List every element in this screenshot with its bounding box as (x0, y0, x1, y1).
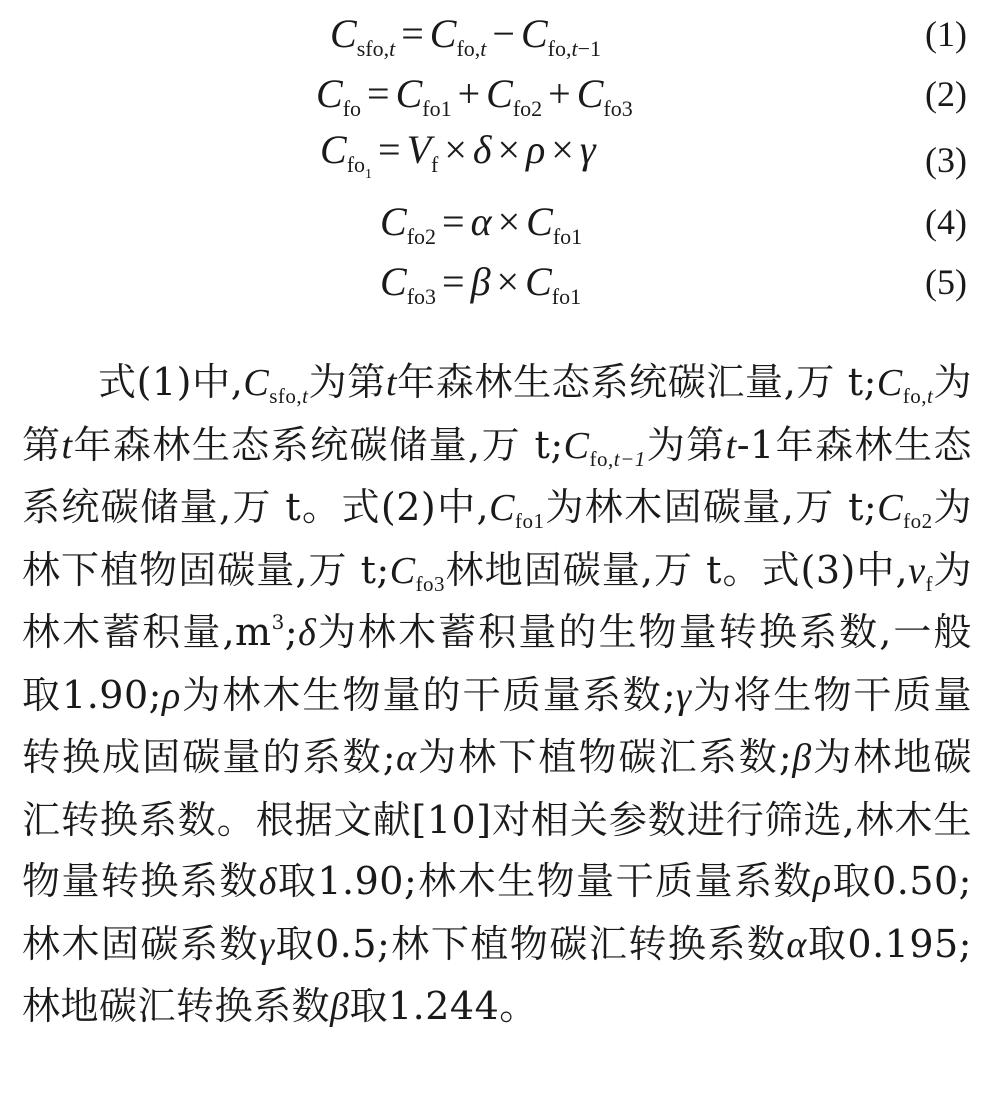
text-run: 取0.5;林下植物碳汇转换系数 (274, 921, 787, 966)
subscript-var: t (927, 384, 934, 408)
equation-3-body (320, 120, 596, 180)
subscript-var: t (302, 384, 309, 408)
equation-1 (0, 4, 995, 64)
subscript: fo3 (603, 96, 633, 121)
symbol-v: v (908, 549, 926, 592)
symbol-c: C (330, 11, 357, 56)
subscript: fo1 (514, 509, 545, 533)
text-run: 取1.90;林木生物量干质量系数 (276, 859, 813, 903)
equals-sign: = (367, 71, 390, 116)
subscript-text: sfo, (356, 36, 390, 61)
symbol-c: C (576, 71, 604, 116)
subscript (548, 36, 601, 61)
subscript (903, 384, 934, 408)
symbol-c: C (243, 362, 270, 404)
subscript (456, 36, 486, 61)
symbol-beta: β (470, 259, 491, 304)
equation-1-body (330, 4, 601, 64)
symbol-c: C (389, 549, 416, 592)
symbol-delta: δ (472, 127, 492, 172)
subscript-text: fo, (547, 36, 572, 61)
symbol-c: C (380, 259, 407, 304)
text-run: 为林木固碳量,万 t; (544, 485, 878, 529)
subscript: fo2 (406, 224, 437, 249)
symbol-beta: β (792, 737, 812, 779)
symbol-alpha: α (786, 923, 807, 966)
symbol-c: C (876, 362, 903, 404)
subscript: fo2 (903, 509, 933, 533)
symbol-beta: β (330, 986, 350, 1028)
equation-number: (1) (925, 14, 967, 54)
equation-3 (0, 124, 995, 184)
text-run: 林地固碳量,万 t。式(3)中, (445, 547, 909, 592)
text-run: 为林地碳汇转换系数。根据文献[10]对相关参数进行筛选,林木生物量转换系数 (22, 735, 972, 903)
times-sign: × (444, 127, 467, 172)
equation-4-body (380, 192, 582, 252)
subscript-text: fo, (902, 384, 927, 408)
subscript: f (431, 152, 439, 177)
subscript: f (925, 571, 933, 596)
times-sign: × (496, 259, 520, 304)
symbol-rho: ρ (526, 127, 546, 172)
subscript-var: t−1 (613, 446, 646, 471)
text-run: 年森林生态系统碳汇量,万 t; (397, 360, 877, 404)
subscript: fo1 (552, 224, 583, 249)
text-run: ; (284, 610, 299, 654)
times-sign: × (497, 199, 521, 244)
equals-sign: = (378, 127, 401, 172)
equation-5 (0, 252, 995, 312)
symbol-delta: δ (258, 861, 277, 903)
text-run: 为林木蓄积量的生物量转换系数,一般取1.90; (22, 610, 972, 717)
text-run: 为林下植物固碳量,万 t; (22, 485, 972, 592)
text-run: 取0.50;林木固碳系数 (22, 859, 972, 966)
symbol-rho: ρ (161, 674, 181, 717)
symbol-alpha: α (396, 737, 417, 779)
times-sign: × (551, 127, 574, 172)
equals-sign: = (442, 259, 465, 304)
symbol-alpha: α (470, 199, 492, 244)
subscript: fo3 (406, 284, 437, 309)
symbol-c: C (525, 259, 552, 304)
equation-5-body (380, 252, 581, 312)
subscript-text: fo, (589, 446, 614, 471)
subscript-tail: −1 (577, 36, 602, 61)
symbol-v: V (406, 127, 432, 172)
equals-sign: = (442, 199, 465, 244)
symbol-gamma: γ (579, 127, 596, 172)
subscript-var: t (571, 36, 578, 61)
equation-number: (2) (925, 74, 967, 114)
subscript (357, 36, 396, 61)
text-run: 为第 (645, 422, 726, 467)
text-run: 为第 (308, 360, 386, 404)
text-run: 为林下植物碳汇系数; (416, 735, 793, 779)
subscript-text: sfo, (269, 384, 303, 408)
text-run: 为将生物干质量转换成固碳量的系数; (22, 672, 972, 779)
symbol-c: C (429, 11, 457, 56)
symbol-rho: ρ (812, 861, 832, 903)
subscript-index: 1 (365, 167, 373, 182)
symbol-c: C (380, 199, 407, 244)
symbol-t: t (61, 424, 73, 467)
equation-2-body (316, 64, 633, 124)
subscript-text: fo (346, 152, 366, 177)
text-run: 为第 (22, 360, 972, 467)
subscript (269, 384, 308, 408)
symbol-gamma: γ (259, 923, 275, 966)
subscript-var: t (480, 36, 487, 61)
symbol-t: t (385, 362, 398, 404)
symbol-c: C (520, 11, 548, 56)
text-run: 年森林生态系统碳储量,万 t; (72, 422, 564, 467)
equation-number: (5) (925, 262, 967, 302)
equals-sign: = (401, 11, 424, 56)
subscript: fo1 (551, 284, 582, 309)
text-run: -1年森林生态系统碳储量,万 t。式(2)中, (22, 422, 972, 529)
text-run: 式(1)中, (98, 360, 244, 404)
symbol-delta: δ (298, 612, 317, 654)
equation-2 (0, 64, 995, 124)
symbol-c: C (526, 199, 553, 244)
symbol-gamma: γ (676, 674, 692, 717)
subscript: fo2 (512, 96, 543, 121)
symbol-c: C (563, 424, 590, 467)
equation-number: (4) (925, 202, 967, 242)
subscript: fo3 (415, 571, 446, 596)
text-run: 取0.195;林地碳汇转换系数 (22, 921, 972, 1028)
minus-sign: − (492, 11, 515, 56)
equation-number: (3) (925, 140, 967, 180)
subscript-text: fo, (456, 36, 481, 61)
plus-sign: + (457, 71, 481, 116)
symbol-t: t (725, 424, 737, 467)
subscript (590, 447, 646, 471)
subscript: fo1 (422, 96, 452, 121)
subscript (346, 152, 373, 182)
subscript: fo (342, 96, 362, 121)
plus-sign: + (548, 71, 571, 116)
symbol-c: C (489, 487, 515, 529)
symbol-c: C (877, 487, 904, 529)
symbol-c: C (486, 71, 513, 116)
equation-4 (0, 192, 995, 252)
superscript: 3 (271, 610, 285, 634)
symbol-c: C (320, 127, 347, 172)
symbol-c: C (316, 71, 343, 116)
text-run: 取1.244。 (349, 984, 538, 1028)
text-run: 为林木蓄积量,m (22, 547, 972, 654)
text-run: 为林木生物量的干质量系数; (180, 672, 677, 717)
body-paragraph (22, 352, 972, 1039)
times-sign: × (497, 127, 521, 172)
subscript-var: t (389, 36, 396, 61)
symbol-c: C (395, 71, 423, 116)
